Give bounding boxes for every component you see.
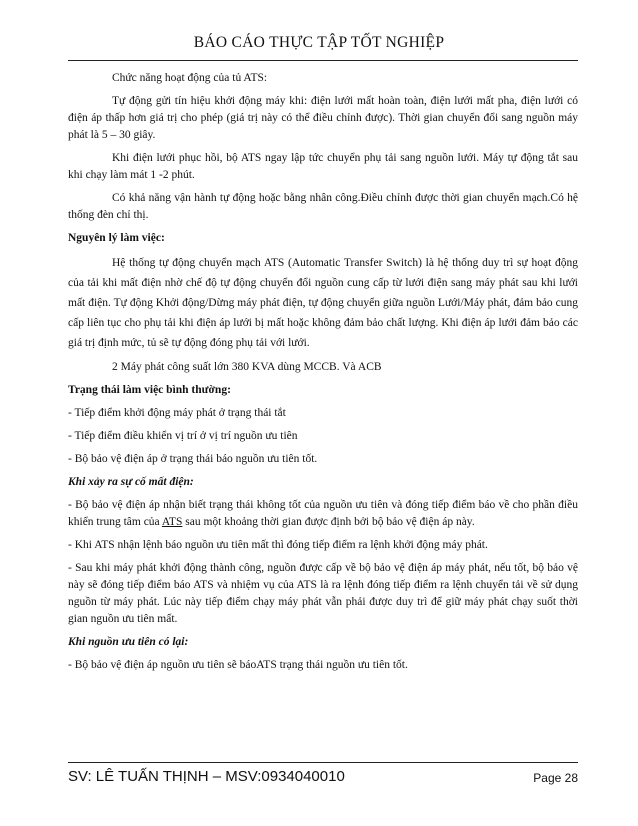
ats-underlined-term: ATS [161, 516, 183, 528]
paragraph-auto-start: Tự động gửi tín hiệu khởi động máy khi: điện lưới mất hoàn toàn, điện lưới mất pha, điện lưới có điện áp thấp hơn giá trị cho phép (giá trị này có thể điều chỉnh được). Thời gian chuyển đổi sang nguồn máy phát là 5 – 30 giây. [68, 95, 578, 141]
list-item-failure-2: - Khi ATS nhận lệnh báo nguồn ưu tiên mất thì đóng tiếp điểm ra lệnh khởi động máy phát. [68, 539, 488, 551]
document-body [68, 70, 578, 680]
heading-working-principle: Nguyên lý làm việc: [68, 232, 165, 244]
footer-page-number: Page 28 [533, 771, 578, 785]
header-divider [68, 60, 578, 61]
list-item-normal-2: - Tiếp điểm điều khiển vị trí ở vị trí nguồn ưu tiên [68, 430, 298, 442]
list-item-normal-1: - Tiếp điểm khởi động máy phát ở trạng thái tắt [68, 407, 286, 419]
paragraph-manual-mode: Có khả năng vận hành tự động hoặc bằng nhân công.Điều chỉnh được thời gian chuyển mạch.Có hệ thống đèn chỉ thị. [68, 192, 578, 221]
heading-power-restored: Khi nguồn ưu tiên có lại: [68, 636, 189, 648]
page-header-title: BÁO CÁO THỰC TẬP TỐT NGHIỆP [193, 34, 445, 51]
footer-divider [68, 762, 578, 763]
paragraph-ats-description: Hệ thống tự động chuyển mạch ATS (Automatic Transfer Switch) là hệ thống duy trì sự hoạt động của tải khi mất điện nhờ chế độ tự động chuyển đổi nguồn cung cấp từ lưới điện sang máy phát sau khi lưới mất điện. Tự động Khởi động/Dừng máy phát điện, tự động chuyển giữa nguồn Lưới/Máy phát, đảm bảo cung cấp liên tục cho phụ tải khi điện áp lưới bị mất hoặc không đảm bảo chất lượng. Khi điện áp lưới đảm bảo các giá trị định mức, tủ sẽ tự động đóng phụ tải với lưới. [68, 257, 578, 349]
paragraph-generators: 2 Máy phát công suất lớn 380 KVA dùng MCCB. Và ACB [112, 361, 382, 373]
list-item-failure-3: - Sau khi máy phát khởi động thành công, nguồn được cấp về bộ bảo vệ điện áp máy phát, nếu tốt, bộ bảo vệ này sẽ đóng tiếp điểm báo ATS và nhiệm vụ của ATS là ra lệnh đóng tiếp điểm ra lệnh chuyển tải về sử dụng nguồn từ máy phát. Lúc này tiếp điểm chạy máy phát vẫn phải được duy trì để giữ máy phát chạy suốt thời gian nguồn ưu tiên mất. [68, 562, 578, 625]
heading-normal-state: Trạng thái làm việc bình thường: [68, 384, 231, 396]
heading-power-failure: Khi xảy ra sự cố mất điện: [68, 476, 194, 488]
list-item-restored-1: - Bộ bảo vệ điện áp nguồn ưu tiên sẽ báoATS trạng thái nguồn ưu tiên tốt. [68, 659, 408, 671]
paragraph-function-title: Chức năng hoạt động của tủ ATS: [112, 72, 268, 84]
list-item-normal-3: - Bộ bảo vệ điện áp ở trạng thái báo nguồn ưu tiên tốt. [68, 453, 318, 465]
list-item-failure-1-post: sau một khoảng thời gian được định bởi bộ bảo vệ điện áp này. [182, 516, 475, 528]
list-item-failure-1-pre: - Bộ bảo vệ điện áp nhận biết trạng thái không tốt của nguồn ưu tiên và đóng tiếp điểm báo về cho phần điều khiển trung tâm của [68, 499, 578, 528]
footer-student-info: SV: LÊ TUẤN THỊNH – MSV:0934040010 [68, 768, 345, 785]
paragraph-grid-restore: Khi điện lưới phục hồi, bộ ATS ngay lập tức chuyển phụ tải sang nguồn lưới. Máy tự động tắt sau khi chạy làm mát 1 -2 phút. [68, 152, 578, 181]
list-item-failure-1 [68, 497, 578, 531]
